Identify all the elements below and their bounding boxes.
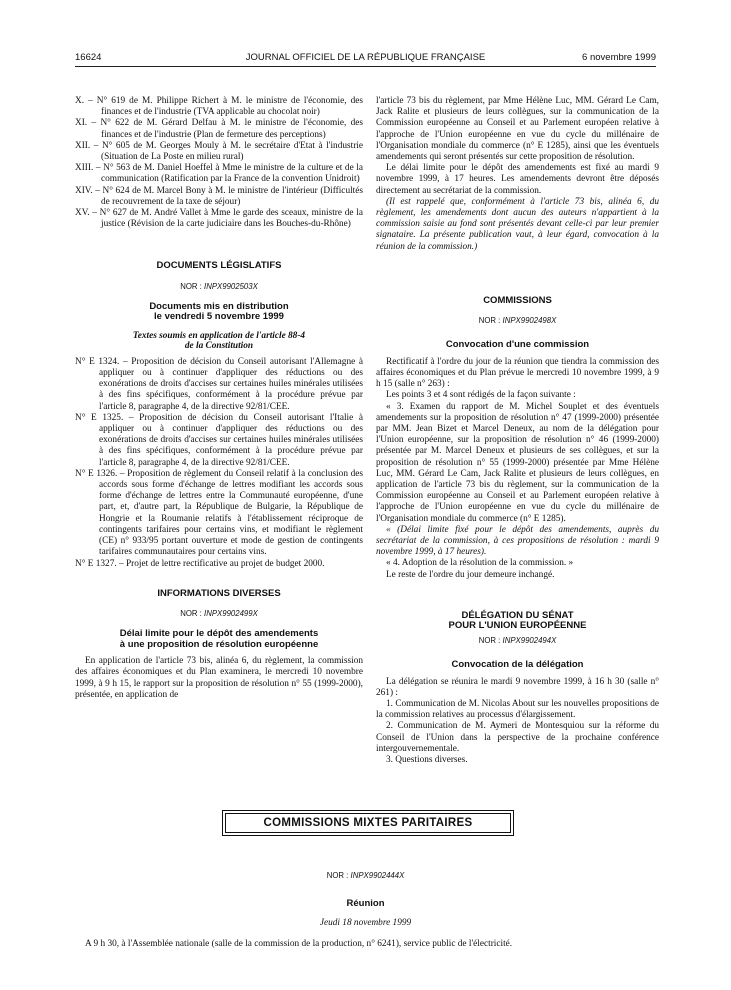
question-item: XIII. – N° 563 de M. Daniel Hoeffel à Mme le ministre de la culture et de la communication (Ratification par la France de la convention Unidroit) [75, 163, 363, 185]
cmp-meeting-date: Jeudi 18 novembre 1999 [319, 918, 412, 928]
rest-text: Le reste de l'ordre du jour demeure inchangé. [386, 569, 555, 580]
info-subtitle: Délai limite pour le dépôt des amendements à une proposition de résolution européenne [119, 628, 319, 650]
delegation-intro: La délégation se réunira le mardi 9 novembre 1999, à 16 h 30 (salle n° 261) : [376, 676, 659, 698]
question-item: XI. – N° 622 de M. Gérard Delfau à M. le ministre de l'économie, des finances et de l'industrie (Plan de fermeture des perceptions) [75, 118, 363, 140]
section-heading-documents: DOCUMENTS LÉGISLATIFS [156, 260, 282, 272]
page-number: 16624 [75, 52, 102, 63]
info-body: En application de l'article 73 bis, alinéa 6, du règlement, la commission des affaires économiques et du Plan examinera, le mercredi 10 novembre 1999, à 9 h 15, le rapport sur la proposition de résolution n° 55 (1999-2000), présentée, en application de [75, 656, 363, 700]
document-item: N° E 1324. – Proposition de décision du Conseil autorisant l'Allemagne à appliquer ou à continuer d'appliquer des réductions ou des exonérations de droits d'accises sur certaines huiles minérales utilisées à des fins spécifiques, conformément à la procédure prévue par l'article 8, paragraphe 4, de la directive 92/81/CEE. [75, 356, 363, 412]
nor-reference: NOR : INPX9902444X [326, 871, 405, 880]
deadline-text: Le délai limite pour le dépôt des amendements est fixé au mardi 9 novembre 1999, à 17 heures. Les amendements devront être déposés directement au secrétariat de la commission. [376, 163, 659, 196]
delegation-item: 1. Communication de M. Nicolas About sur les nouvelles propositions de la commission relatives au processus d'élargissement. [376, 698, 659, 721]
header-rule [75, 66, 656, 67]
continuation-text: l'article 73 bis du règlement, par Mme Hélène Luc, MM. Gérard Le Cam, Jack Ralite et plusieurs de leurs collègues, sur la communication de la Commission européenne au Conseil et au Parlement européen relative à l'approche de l'Union européenne en vue du cycle du millénaire de l'Organisation mondiale du commerce (n° E 1285), ainsi que les éventuels amendements qui seront présentés sur cette proposition de résolution. [376, 96, 659, 163]
deadline-note: « (Délai limite fixé pour le dépôt des amendements, auprès du secrétariat de la commission, à ces propositions de résolution : mardi 9 novembre 1999, à 17 heures). [376, 524, 659, 558]
document-item: N° E 1326. – Proposition de règlement du Conseil relatif à la conclusion des accords sous forme d'échange de lettres modifiant les accords sous forme d'échange de lettres entre la Communauté européenne, d'une part, et, d'autre part, la République de Bulgarie, la République de Hongrie et la Roumanie relatifs à l'établissement réciproque de contingents tarifaires pour certains vins, et modifiant le règlement (CE) n° 933/95 portant ouverture et mode de gestion de contingents tarifaires communautaires pour certains vins. [75, 468, 363, 558]
delegation-item: 3. Questions diverses. [386, 754, 468, 765]
section-heading-info: INFORMATIONS DIVERSES [157, 587, 281, 599]
reminder-text: (Il est rappelé que, conformément à l'article 73 bis, alinéa 6, du règlement, les amendements dont aucun des auteurs n'appartient à la commission saisie au fond sont présentés devant celle-ci par leur premier signataire. La présente publication vaut, à leur égard, convocation à la réunion de la commission.) [376, 196, 659, 252]
page-header [75, 52, 656, 66]
texts-heading: Textes soumis en application de l'article 88-4 de la Constitution [132, 330, 306, 351]
question-item: XIV. – N° 624 de M. Marcel Bony à M. le ministre de l'intérieur (Difficultés de recouvrement de la taxe de séjour) [75, 185, 363, 207]
cmp-meeting-title: Réunion [346, 898, 385, 909]
question-item: X. – N° 619 de M. Philippe Richert à M. le ministre de l'économie, des finances et de l'industrie (TVA applicable au chocolat noir) [75, 96, 363, 118]
nor-reference: NOR : INPX9902498X [478, 316, 557, 326]
delegation-subtitle: Convocation de la délégation [451, 659, 584, 671]
document-item: N° E 1325. – Proposition de décision du Conseil autorisant l'Italie à appliquer ou à continuer d'appliquer des réductions ou des exonérations de droits d'accises sur certaines huiles minérales utilisées à des fins spécifiques, conformément à la procédure prévue par l'article 8, paragraphe 4, de la directive 92/81/CEE. [75, 412, 363, 468]
nor-reference: NOR : INPX9902494X [478, 635, 557, 645]
section-heading-commissions: COMMISSIONS [483, 294, 552, 306]
agenda-item-4: « 4. Adoption de la résolution de la commission. » [386, 558, 574, 569]
cmp-title-box [222, 810, 514, 836]
left-column [75, 96, 363, 701]
delegation-item: 2. Communication de M. Aymeri de Montesquiou sur la réforme du Conseil de l'Union dans la perspective de la prochaine conférence intergouvernementale. [376, 721, 659, 754]
issue-date: 6 novembre 1999 [582, 52, 656, 63]
right-column [376, 96, 659, 766]
question-item: XII. – N° 605 de M. Georges Mouly à M. le secrétaire d'Etat à l'industrie (Situation de La Poste en milieu rural) [75, 140, 363, 163]
question-list [75, 96, 363, 230]
cmp-meeting-text: A 9 h 30, à l'Assemblée nationale (salle de la commission de la production, n° 6241), service public de l'électricité. [85, 939, 513, 949]
documents-subtitle: Documents mis en distribution le vendredi 5 novembre 1999 [149, 300, 289, 323]
agenda-item-3: « 3. Examen du rapport de M. Michel Souplet et des éventuels amendements sur la proposition de résolution n° 47 (1999-2000) présentée par MM. Jean Bizet et Marcel Deneux, au nom de la délégation pour l'Union européenne, sur la proposition de résolution n° 46 (1999-2000) présentée par M. Marcel Deneux et plusieurs de ses collègues, et sur la proposition de résolution n° 55 (1999-2000) présentée par Mme Hélène Luc, MM. Gérard Le Cam, Jack Ralite et plusieurs de leurs collègues, en application de l'article 73 bis du règlement, sur la communication de la Commission européenne au Conseil et au Parlement européen relative à l'approche de l'Union européenne en vue du cycle du millénaire de l'Organisation mondiale du commerce (n° E 1285). [376, 401, 659, 524]
cmp-box-title: COMMISSIONS MIXTES PARITAIRES [225, 813, 511, 833]
nor-reference: NOR : INPX9902503X [180, 281, 258, 291]
nor-reference: NOR : INPX9902499X [180, 608, 258, 618]
section-heading-delegation: DÉLÉGATION DU SÉNAT POUR L'UNION EUROPÉENNE [448, 609, 587, 632]
journal-title: JOURNAL OFFICIEL DE LA RÉPUBLIQUE FRANÇAISE [245, 52, 486, 63]
document-item: N° E 1327. – Projet de lettre rectificative au projet de budget 2000. [75, 558, 325, 569]
commission-subtitle: Convocation d'une commission [445, 339, 590, 351]
question-item: XV. – N° 627 de M. André Vallet à Mme le garde des sceaux, ministre de la justice (Révision de la carte judiciaire dans les Bouches-du-Rhône) [75, 208, 363, 230]
rectificatif-text: Rectificatif à l'ordre du jour de la réunion que tiendra la commission des affaires économiques et du Plan prévue le mercredi 10 novembre 1999, à 9 h 15 (salle n° 263) : [376, 356, 659, 390]
points-text: Les points 3 et 4 sont rédigés de la façon suivante : [386, 390, 576, 401]
